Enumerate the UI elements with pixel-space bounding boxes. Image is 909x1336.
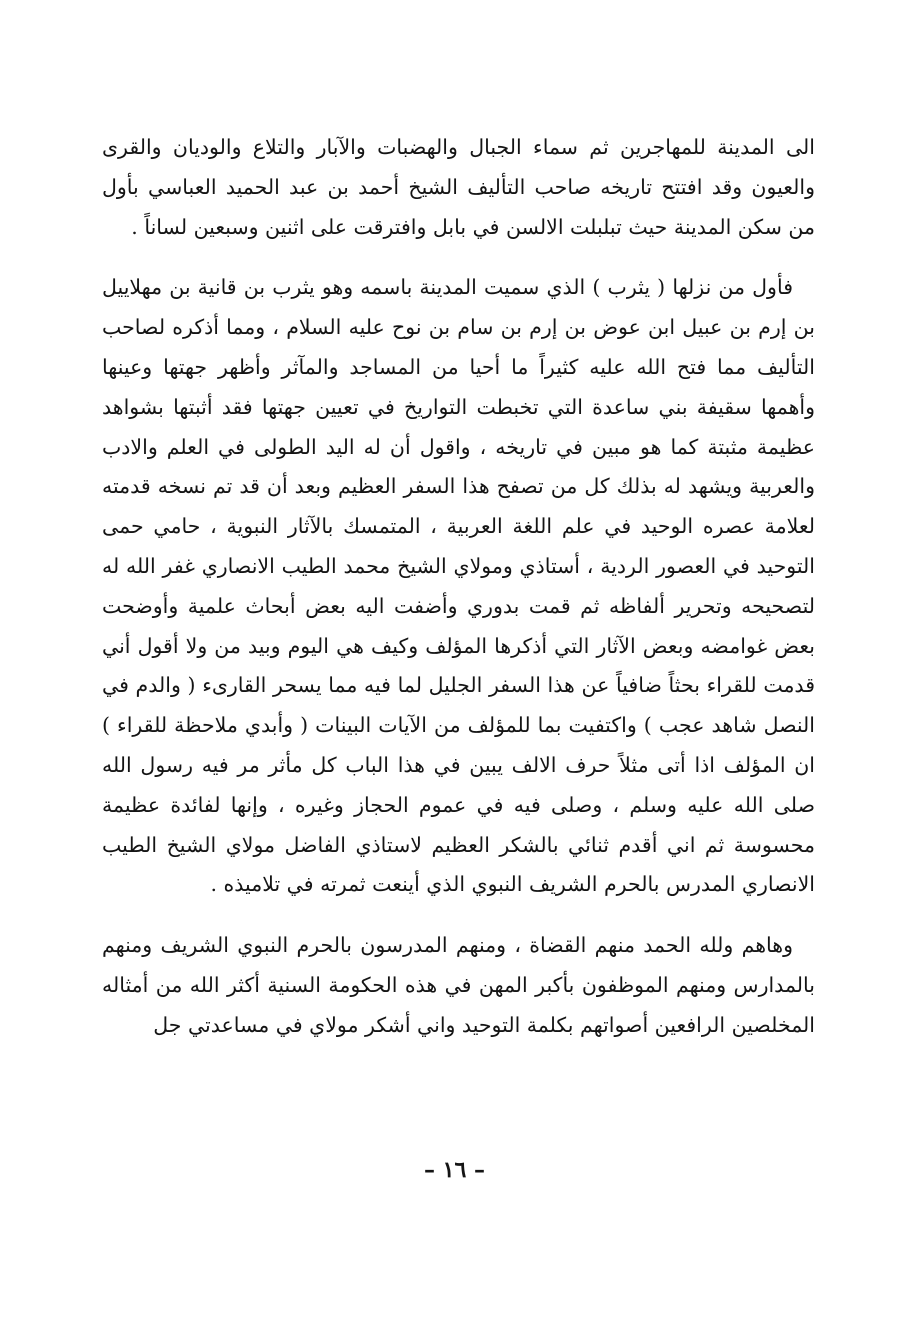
- paragraph-3: وهاهم ولله الحمد منهم القضاة ، ومنهم المدرسون بالحرم النبوي الشريف ومنهم بالمدارس ومنهم الموظفون بأكبر المهن في هذه الحكومة السنية أكثر الله من أمثاله المخلصين الرافعين أصواتهم بكلمة التوحيد واني أشكر مولاي في مساعدتي جل: [102, 933, 815, 1037]
- paragraph-1: الى المدينة للمهاجرين ثم سماء الجبال والهضبات والآبار والتلاع والوديان والقرى والعيون وقد افتتح تاريخه صاحب التأليف الشيخ أحمد بن عبد الحميد العباسي بأول من سكن المدينة حيث تبلبلت الالسن في بابل وافترقت على اثنين وسبعين لساناً .: [102, 135, 815, 239]
- paragraph-2: فأول من نزلها ( يثرب ) الذي سميت المدينة باسمه وهو يثرب بن قانية بن مهلاييل بن إرم بن عبيل ابن عوض بن إرم بن سام بن نوح عليه السلام ، ومما أذكره لصاحب التأليف مما فتح الله عليه كثيراً ما أحيا من المساجد والمآثر وأظهر جهتها وعينها وأهمها سقيفة بني ساعدة التي تخبطت التواريخ في تعيين جهتها فقد أثبتها بشواهد عظيمة مثبتة كما هو مبين في تاريخه ، واقول أن له اليد الطولى في العلم والادب والعربية ويشهد له بذلك كل من تصفح هذا السفر العظيم وبعد أن قد تم نسخه قدمته لعلامة عصره الوحيد في علم اللغة العربية ، المتمسك بالآثار النبوية ، حامي حمى التوحيد في العصور الردية ، أستاذي ومولاي الشيخ محمد الطيب الانصاري غفر الله له لتصحيحه وتحرير ألفاظه ثم قمت بدوري وأضفت اليه بعض أبحاث علمية وأوضحت بعض غوامضه وبعض الآثار التي أذكرها المؤلف وكيف هي اليوم وبيد من ولا أقول أني قدمت للقراء بحثاً ضافياً عن هذا السفر الجليل لما فيه مما يسحر القارىء ( والدم في النصل شاهد عجب ) واكتفيت بما للمؤلف من الآيات البينات ( وأبدي ملاحظة للقراء ) ان المؤلف اذا أتى مثلاً حرف الالف يبين في هذا الباب كل مأثر مر فيه رسول الله صلى الله عليه وسلم ، وصلى فيه في عموم الحجاز وغيره ، وإنها لفائدة عظيمة محسوسة ثم اني أقدم ثنائي بالشكر العظيم لاستاذي الفاضل مولاي الشيخ الطيب الانصاري المدرس بالحرم الشريف النبوي الذي أينعت ثمرته في تلاميذه .: [102, 275, 815, 897]
- page-number: – ١٦ –: [424, 1157, 485, 1183]
- body-text: [102, 128, 815, 1046]
